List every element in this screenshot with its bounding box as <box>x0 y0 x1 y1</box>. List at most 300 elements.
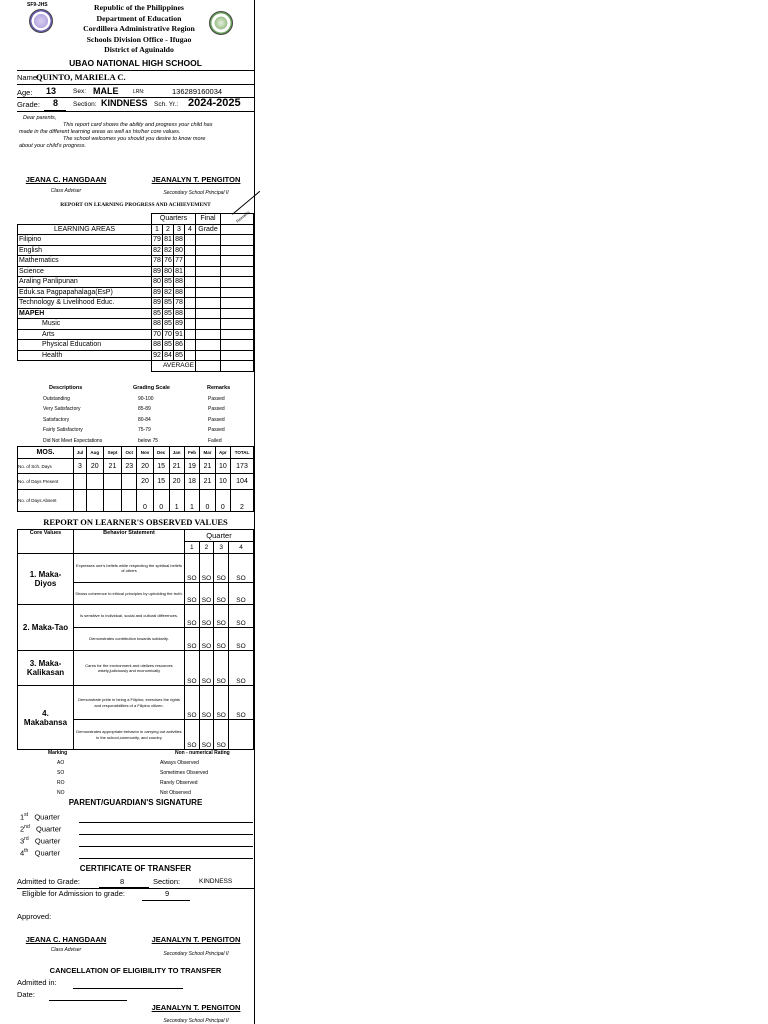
grade-row <box>18 329 254 340</box>
age-value: 13 <box>46 86 57 96</box>
parent-signature-title: PARENT/GUARDIAN'S SIGNATURE <box>68 798 203 807</box>
month-header: Dec <box>153 447 169 459</box>
values-rating: SO <box>214 605 229 628</box>
values-rating: SO <box>229 583 254 605</box>
cancellation-title: CANCELLATION OF ELIGIBILITY TO TRANSFER <box>49 966 222 975</box>
quarter-grade: 89 <box>153 267 161 275</box>
scale-description: Very Satisfactory <box>43 406 81 413</box>
marking-code: SO <box>57 770 65 776</box>
grade-value: 8 <box>53 98 59 108</box>
quarter-suffix: th <box>24 848 29 854</box>
learning-area: Araling Panlipunan <box>18 277 152 288</box>
attendance-table <box>17 446 254 512</box>
grade-row <box>18 308 254 319</box>
quarter-grade <box>185 350 196 361</box>
date-label: Date: <box>17 990 35 999</box>
final-grade <box>196 350 221 361</box>
quarter-grade: 85 <box>175 351 183 359</box>
adviser-title: Class Adviser <box>50 188 82 194</box>
values-rating: SO <box>229 605 254 628</box>
deped-seal-icon <box>29 9 53 33</box>
final-grade <box>196 287 221 298</box>
letter-line: about your child's progress. <box>19 143 87 149</box>
grade-row <box>18 340 254 351</box>
attendance-value <box>103 474 122 490</box>
final-grade-label: Final <box>196 214 221 225</box>
grades-table <box>17 209 254 372</box>
attendance-value: 2 <box>231 490 254 512</box>
transfer-section-label: Section: <box>153 877 181 886</box>
quarter-grade: 77 <box>175 257 183 264</box>
adviser-name-2: JEANA C. HANGDAAN <box>25 935 107 944</box>
final-grade <box>196 277 221 288</box>
values-rating: SO <box>229 628 254 651</box>
quarter-grade: 70 <box>164 330 172 338</box>
quarter-signature-label <box>20 836 60 846</box>
month-header: TOTAL <box>231 447 254 459</box>
attendance-value <box>74 490 87 512</box>
grade-row <box>18 319 254 330</box>
quarter-suffix: nd <box>24 824 30 830</box>
core-value: 2. Maka-Tao <box>18 605 74 651</box>
transfer-title: CERTIFICATE OF TRANSFER <box>79 864 192 873</box>
attendance-value: 20 <box>137 459 153 474</box>
quarter-grade <box>185 329 196 340</box>
section-value: KINDNESS <box>101 98 148 108</box>
q-label: 3 <box>174 224 185 235</box>
remarks <box>221 245 254 256</box>
quarter-grade: 85 <box>164 299 172 306</box>
quarter-grade: 81 <box>175 267 183 275</box>
values-rating: SO <box>199 720 214 750</box>
core-values-label: Core Values <box>18 530 74 554</box>
marking-rating: Always Observed <box>160 760 199 766</box>
attendance-row <box>18 474 254 490</box>
quarter-grade <box>185 256 196 267</box>
values-rating: SO <box>214 720 229 750</box>
attendance-value: 0 <box>200 490 216 512</box>
values-rating: SO <box>185 628 200 651</box>
quarter-grade: 85 <box>153 309 161 317</box>
final-grade <box>196 298 221 309</box>
quarter-grade <box>185 287 196 298</box>
attendance-value: 0 <box>215 490 230 512</box>
attendance-value <box>86 474 103 490</box>
admitted-grade-label: Admitted to Grade: <box>17 877 80 886</box>
scale-ranges <box>138 394 158 446</box>
values-q-label: 4 <box>229 542 254 554</box>
quarter-grade: 80 <box>164 267 172 275</box>
rating-label: Non - numerical Rating <box>175 750 230 756</box>
quarter-grade: 92 <box>153 351 161 359</box>
values-rating: SO <box>185 651 200 686</box>
learning-area: Technology & Livelihood Educ. <box>18 298 152 309</box>
quarter-grade: 88 <box>175 288 183 296</box>
learning-area: Science <box>18 266 152 277</box>
month-header: Nov <box>137 447 153 459</box>
remarks-label: Remarks <box>207 385 231 391</box>
average-row <box>18 361 254 372</box>
learning-area: Filipino <box>18 235 152 246</box>
principal-title-2: Secondary School Principal II <box>163 951 229 957</box>
letter-line: The school welcomes you should you desire to know more <box>63 136 206 142</box>
values-rating: SO <box>229 686 254 720</box>
attendance-value: 19 <box>184 459 200 474</box>
grade-row <box>18 245 254 256</box>
attendance-value: 3 <box>74 459 87 474</box>
quarter-number: 1 <box>20 812 25 822</box>
quarter-grade: 80 <box>175 246 183 254</box>
scale-remark: Failed <box>208 437 222 444</box>
signature-line <box>79 858 253 859</box>
quarter-grade <box>185 277 196 288</box>
remarks <box>221 256 254 267</box>
remarks <box>221 266 254 277</box>
remarks <box>221 298 254 309</box>
scale-range: 85-89 <box>138 406 151 413</box>
learning-area: Eduk.sa Pagpapahalaga(EsP) <box>18 287 152 298</box>
attendance-value: 21 <box>200 459 216 474</box>
grade-row <box>18 256 254 267</box>
admitted-in-label: Admitted in: <box>17 978 57 987</box>
quarter-grade: 80 <box>153 278 161 285</box>
remarks-cell <box>221 224 254 235</box>
month-header: Sept <box>103 447 122 459</box>
values-row <box>18 651 254 686</box>
attendance-row-label: No. of Days Absent <box>18 490 74 512</box>
values-q-label: 3 <box>214 542 229 554</box>
attendance-value: 21 <box>200 474 216 490</box>
approved-label: Approved: <box>17 912 52 921</box>
attendance-value <box>122 490 137 512</box>
remarks <box>221 319 254 330</box>
scale-range: 75-79 <box>138 427 151 434</box>
values-rating: SO <box>214 628 229 651</box>
principal-name: JEANALYN T. PENGITON <box>151 175 241 184</box>
grade-row <box>18 350 254 361</box>
values-rating: SO <box>214 651 229 686</box>
final-grade <box>196 256 221 267</box>
header-line: Schools Division Office - Ifugao <box>86 34 192 44</box>
quarter-word: Quarter <box>36 824 62 834</box>
behavior-label: Behavior Statement <box>74 530 185 554</box>
principal-title: Secondary School Principal II <box>163 190 229 196</box>
quarter-grade: 82 <box>164 288 172 296</box>
quarter-number: 3 <box>20 836 25 846</box>
remarks-label: Remarks <box>235 209 251 224</box>
school-year-value: 2024-2025 <box>188 97 241 109</box>
quarter-grade: 70 <box>153 330 161 338</box>
student-name: QUINTO, MARIELA C. <box>36 72 126 82</box>
attendance-row <box>18 490 254 512</box>
parent-letter <box>19 115 252 150</box>
values-rating <box>229 720 254 750</box>
q-label: 1 <box>152 224 163 235</box>
quarter-grade: 85 <box>164 278 172 285</box>
quarter-grade: 88 <box>153 320 161 327</box>
attendance-value <box>86 490 103 512</box>
marking-code: RO <box>57 780 65 786</box>
values-rating: SO <box>199 651 214 686</box>
sex-label: Sex: <box>73 88 87 95</box>
month-header: Oct <box>122 447 137 459</box>
letter-greeting: Dear parents, <box>23 115 57 121</box>
eligible-label: Eligible for Admission to grade: <box>22 889 125 898</box>
quarters-label: Quarters <box>152 214 196 225</box>
behavior-statement: Expresses one's beliefs while respecting the spiritual beliefs of others <box>74 554 185 583</box>
attendance-value: 21 <box>169 459 184 474</box>
quarter-suffix: st <box>24 812 29 818</box>
quarter-grade: 81 <box>164 236 172 243</box>
learning-area: Physical Education <box>18 340 152 351</box>
remarks-header <box>221 209 254 225</box>
signature-line <box>79 846 253 847</box>
letter-line: This report card shows the ability and progress your child has <box>63 122 213 128</box>
quarter-grade: 88 <box>175 309 183 317</box>
core-value: 4. Makabansa <box>18 686 74 750</box>
attendance-value: 20 <box>86 459 103 474</box>
form-code: SF9-JHS <box>27 2 48 8</box>
quarter-grade: 85 <box>164 320 172 327</box>
remarks <box>221 308 254 319</box>
attendance-header-row <box>18 447 254 459</box>
behavior-statement: Shows coherence to ethical principles by upholding the truth. <box>74 583 185 605</box>
final-grade <box>196 340 221 351</box>
quarter-word: Quarter <box>34 812 60 822</box>
quarter-grade: 86 <box>175 341 183 348</box>
learning-areas-label: LEARNING AREAS <box>18 224 152 235</box>
average-label: AVERAGE <box>152 361 196 372</box>
remarks <box>221 277 254 288</box>
values-rating: SO <box>214 583 229 605</box>
values-rating: SO <box>229 651 254 686</box>
lrn-value: 136289160034 <box>172 87 223 96</box>
values-q-label: 2 <box>199 542 214 554</box>
q-label: 4 <box>185 224 196 235</box>
signature-line <box>79 822 253 823</box>
attendance-value <box>103 490 122 512</box>
scale-range: 80-84 <box>138 416 151 423</box>
attendance-value: 20 <box>137 474 153 490</box>
scale-description: Satisfactory <box>43 416 70 423</box>
final-grade <box>196 308 221 319</box>
month-header: Jan <box>169 447 184 459</box>
adviser-name: JEANA C. HANGDAAN <box>25 175 107 184</box>
attendance-value: 0 <box>137 490 153 512</box>
quarter-grade <box>185 245 196 256</box>
month-header: Feb <box>184 447 200 459</box>
quarter-grade <box>185 266 196 277</box>
quarter-grade <box>185 298 196 309</box>
quarter-grade: 79 <box>153 236 161 243</box>
header-line: Cordillera Administrative Region <box>83 24 195 33</box>
scale-remark: Passed <box>208 416 225 423</box>
months-label: MOS. <box>18 447 74 459</box>
age-label: Age: <box>17 88 33 97</box>
letterhead <box>65 3 213 56</box>
values-row <box>18 554 254 583</box>
learning-area: Arts <box>18 329 152 340</box>
header-line: District of Aguinaldo <box>104 45 174 54</box>
marking-ratings <box>160 758 208 798</box>
month-header: Aug <box>86 447 103 459</box>
grades-header-row <box>18 214 254 225</box>
values-rating: SO <box>229 554 254 583</box>
lrn-label: LRN: <box>133 89 145 95</box>
q-label: 2 <box>163 224 174 235</box>
report-title: REPORT ON LEARNING PROGRESS AND ACHIEVEMENT <box>60 202 211 208</box>
values-rating: SO <box>199 583 214 605</box>
quarter-grade: 82 <box>153 246 161 254</box>
attendance-value: 104 <box>231 474 254 490</box>
section-label: Section: <box>73 101 97 108</box>
adviser-title-2: Class Adviser <box>50 947 82 953</box>
behavior-statement: Is sensitive to individual, social and cultural differences. <box>74 605 185 628</box>
school-year-label: Sch. Yr.: <box>154 101 179 108</box>
learning-area: Health <box>18 350 152 361</box>
values-rating: SO <box>214 686 229 720</box>
grade-row <box>18 235 254 246</box>
final-grade <box>196 245 221 256</box>
values-rating: SO <box>185 583 200 605</box>
month-header: Mar <box>200 447 216 459</box>
marking-rating: Rarely Observed <box>160 780 198 786</box>
final-grade <box>196 329 221 340</box>
remarks <box>221 350 254 361</box>
transfer-section-value: KINDNESS <box>199 878 233 885</box>
grade-label: Grade: <box>17 100 40 109</box>
scale-description: Fairly Satisfactory <box>43 427 83 434</box>
values-rating: SO <box>185 720 200 750</box>
admitted-grade-value: 8 <box>120 877 125 886</box>
remarks <box>221 235 254 246</box>
attendance-value: 23 <box>122 459 137 474</box>
quarter-grade <box>185 319 196 330</box>
quarter-grade <box>185 308 196 319</box>
quarter-grade: 89 <box>175 320 183 327</box>
quarter-grade: 89 <box>153 299 161 306</box>
quarter-grade: 85 <box>164 309 172 317</box>
attendance-row-label: No. of Sch. Days <box>18 459 74 474</box>
quarter-suffix: rd <box>24 836 29 842</box>
attendance-value: 15 <box>153 474 169 490</box>
attendance-value: 10 <box>215 459 230 474</box>
attendance-row-label: No. of Days Present <box>18 474 74 490</box>
quarter-grade: 88 <box>175 236 183 243</box>
header-line: Republic of the Philippines <box>94 3 184 12</box>
grade-row <box>18 298 254 309</box>
values-rating: SO <box>199 628 214 651</box>
attendance-value: 0 <box>153 490 169 512</box>
grade-row <box>18 266 254 277</box>
values-header-row <box>18 530 254 542</box>
attendance-value: 20 <box>169 474 184 490</box>
average-remarks <box>221 361 254 372</box>
quarter-grade: 78 <box>175 299 183 306</box>
marking-rating: Not Observed <box>160 790 191 796</box>
behavior-statement: Cares for the environment and utelizes resources wisely,judiciously and economically <box>74 651 185 686</box>
quarter-signature-label <box>20 848 60 858</box>
grade-row <box>18 287 254 298</box>
attendance-value <box>74 474 87 490</box>
letter-line: made in the different learning areas as well as his/her core values. <box>19 129 181 135</box>
grade-row <box>18 277 254 288</box>
attendance-value: 10 <box>215 474 230 490</box>
behavior-statement: Demonstrates appropriate behavior in carrying out activities in the school,community, and country <box>74 720 185 750</box>
marking-label: Marking <box>48 750 68 756</box>
signature-line <box>79 834 253 835</box>
quarter-word: Quarter <box>34 836 61 846</box>
scale-descriptions <box>43 394 102 446</box>
attendance-value: 173 <box>231 459 254 474</box>
quarter-label: Quarter <box>185 530 254 542</box>
remarks <box>221 329 254 340</box>
marking-rating: Sometimes Observed <box>160 770 209 776</box>
learning-area: Music <box>18 319 152 330</box>
report-card <box>17 0 255 1024</box>
scale-remark: Passed <box>208 406 225 413</box>
quarter-signature-label <box>20 824 61 834</box>
attendance-value: 21 <box>103 459 122 474</box>
month-header: Apr <box>215 447 230 459</box>
remarks <box>221 340 254 351</box>
final-grade-label-2: Grade <box>196 224 221 235</box>
learning-area: Mathematics <box>18 256 152 267</box>
grades-subheader-row <box>18 224 254 235</box>
scale-range: below 75 <box>138 437 159 444</box>
grading-scale-label: Grading Scale <box>133 385 170 391</box>
values-rating: SO <box>185 686 200 720</box>
quarter-number: 4 <box>20 848 25 858</box>
values-table <box>17 529 254 750</box>
principal-name-3: JEANALYN T. PENGITON <box>151 1003 241 1012</box>
marking-codes <box>57 758 65 798</box>
quarter-grade: 76 <box>164 257 172 264</box>
attendance-value <box>122 474 137 490</box>
principal-name-2: JEANALYN T. PENGITON <box>151 935 241 944</box>
learning-area: English <box>18 245 152 256</box>
scale-description: Did Not Meet Expectations <box>43 437 103 444</box>
values-row <box>18 686 254 720</box>
quarter-signature-label <box>20 812 60 822</box>
quarter-grade: 84 <box>164 351 172 359</box>
sex-value: MALE <box>93 86 119 96</box>
values-rating: SO <box>199 686 214 720</box>
school-name: UBAO NATIONAL HIGH SCHOOL <box>69 58 202 68</box>
final-grade <box>196 266 221 277</box>
values-rating: SO <box>199 605 214 628</box>
values-q-label: 1 <box>185 542 200 554</box>
core-value: 1. Maka-Diyos <box>18 554 74 605</box>
scale-remarks <box>208 394 225 446</box>
final-grade <box>196 319 221 330</box>
header-line: Department of Education <box>96 13 182 23</box>
scale-remark: Passed <box>208 427 225 434</box>
average-value <box>196 361 221 372</box>
values-title: REPORT ON LEARNER'S OBSERVED VALUES <box>43 517 228 527</box>
marking-code: NO <box>57 790 65 796</box>
quarter-grade: 88 <box>153 341 161 348</box>
scale-range: 90-100 <box>138 396 154 402</box>
scale-description: Outstanding <box>43 396 70 402</box>
values-rating: SO <box>199 554 214 583</box>
final-grade <box>196 235 221 246</box>
attendance-value: 15 <box>153 459 169 474</box>
attendance-value: 18 <box>184 474 200 490</box>
values-row <box>18 605 254 628</box>
name-label: Name: <box>17 73 40 82</box>
scale-remark: Passed <box>208 396 225 402</box>
